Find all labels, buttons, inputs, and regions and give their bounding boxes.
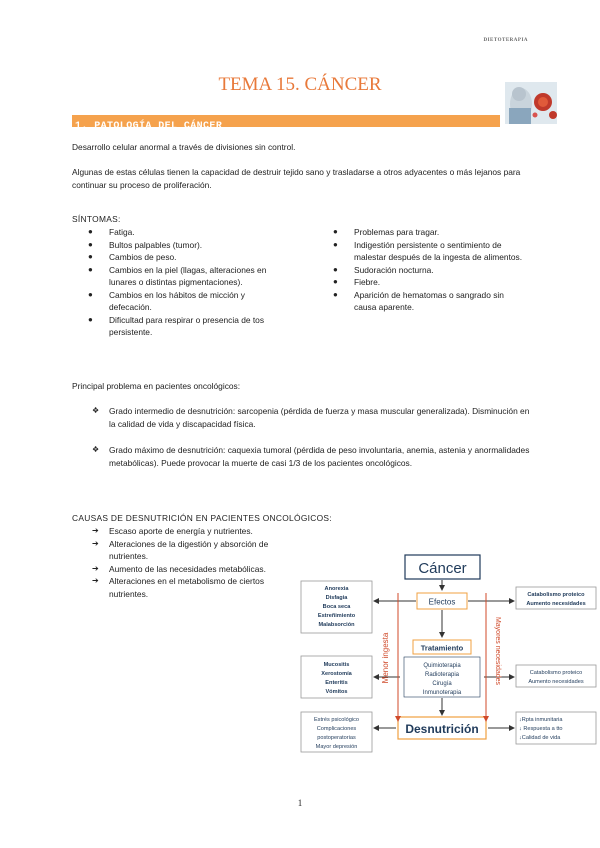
right-bottom-item: ↓Rpta inmunitaria (519, 717, 563, 723)
left-top-item: Estreñimiento (317, 613, 356, 619)
bullet-icon: ● (333, 227, 338, 236)
left-mid-item: Mucositis (323, 662, 350, 668)
section-heading-bar (72, 115, 500, 132)
problem-label: Principal problema en pacientes oncológicos: (72, 381, 241, 391)
bullet-icon: ● (88, 227, 93, 236)
left-bottom-item: Estrés psicológico (313, 717, 360, 723)
diamond-bullet-icon: ❖ (92, 445, 100, 454)
bullet-icon: ● (88, 239, 93, 249)
right-mid-item: Aumento necesidades (528, 679, 584, 685)
list-item: ● Dificultad para respirar o presencia de tos persistente. (88, 314, 265, 337)
desnutricion-label: Desnutrición (405, 722, 479, 736)
bullet-icon: ● (88, 289, 93, 299)
intro-paragraph-1: Desarrollo celular anormal a través de divisiones sin control. (72, 142, 296, 152)
right-top-item: Aumento necesidades (526, 601, 586, 607)
list-item: ❖ Grado máximo de desnutrición: caquexia tumoral (pérdida de peso involuntaria, anemia, astenia y anormalidades metabólicas). Puede provocar la muerte de casi 1/3 de los pacientes oncológicos. (92, 445, 530, 468)
section-heading: 1. PATOLOGÍA DEL CÁNCER (75, 121, 223, 132)
list-item: ● Cambios en la piel (llagas, alteraciones en lunares o distintas pigmentaciones). (88, 264, 267, 287)
bullet-icon: ● (88, 314, 93, 324)
list-item: ➔ Alteraciones de la digestión y absorción de nutrientes. (92, 538, 269, 561)
mayores-necesidades-label: Mayores necesidades (494, 616, 501, 686)
list-item: ● Fatiga. (88, 227, 135, 237)
treatment-item: Cirugía (432, 681, 452, 687)
arrow-right-icon: ➔ (92, 538, 99, 548)
left-top-item: Disfagia (325, 595, 348, 601)
list-item: ● Problemas para tragar. (333, 227, 440, 237)
bullet-icon: ● (333, 277, 338, 286)
menor-ingesta-label: Menor ingesta (381, 632, 390, 684)
causes-label: CAUSAS DE DESNUTRICIÓN EN PACIENTES ONCOLÓGICOS: (72, 513, 332, 523)
list-item: ● Cambios de peso. (88, 252, 177, 262)
malnutrition-diagram (300, 553, 600, 758)
list-item: ● Indigestión persistente o sentimiento de malestar después de la ingesta de alimentos. (333, 239, 523, 262)
symptoms-list-right (333, 226, 524, 314)
efectos-label: Efectos (428, 597, 456, 607)
left-top-item: Malabsorción (318, 622, 355, 628)
right-mid-item: Catabolismo proteico (529, 670, 583, 676)
symptoms-list-left (88, 226, 289, 339)
problem-list (92, 405, 532, 483)
left-top-item: Anorexia (324, 586, 349, 592)
left-top-item: Boca seca (322, 604, 351, 610)
list-item: ➔ Escaso aporte de energía y nutrientes. (92, 526, 253, 536)
tratamiento-label: Tratamiento (420, 643, 464, 653)
cancer-label: Cáncer (418, 560, 467, 577)
list-item: ➔ Aumento de las necesidades metabólicas. (92, 563, 266, 574)
symptoms-label: SÍNTOMAS: (72, 214, 121, 224)
left-bottom-item: Complicaciones (316, 726, 357, 732)
list-item: ● Aparición de hematomas o sangrado sin causa aparente. (333, 289, 504, 312)
bullet-icon: ● (333, 239, 338, 249)
left-bottom-item: postoperatorias (317, 735, 356, 741)
arrow-right-icon: ➔ (92, 526, 99, 535)
left-bottom-item: Mayor depresión (315, 744, 358, 750)
page-title: TEMA 15. CÁNCER (218, 74, 382, 95)
treatment-item: Quimioterapia (423, 663, 461, 669)
right-bottom-item: ↓ Respuesta a tto (519, 726, 563, 732)
causes-list (92, 525, 289, 600)
diamond-bullet-icon: ❖ (92, 406, 100, 415)
bullet-icon: ● (88, 252, 93, 261)
list-item: ● Fiebre. (333, 277, 381, 287)
arrow-right-icon: ➔ (92, 576, 99, 585)
treatment-item: Inmunoterapia (422, 690, 462, 696)
page-number: 1 (297, 798, 303, 808)
list-item: ● Bultos palpables (tumor). (88, 239, 203, 250)
left-mid-item: Xerostomía (321, 671, 352, 677)
intro-paragraph-2: Algunas de estas células tienen la capacidad de destruir tejido sano y trasladarse a otros adyacentes o más lejanos para continuar su proceso de proliferación. (72, 167, 521, 190)
bullet-icon: ● (333, 289, 338, 299)
treatment-item: Radioterapia (424, 672, 460, 678)
header-tag: DIETOTERAPIA (483, 38, 528, 43)
list-item: ➔ Alteraciones en el metabolismo de ciertos nutrientes. (92, 576, 265, 599)
list-item: ● Sudoración nocturna. (333, 264, 434, 275)
bullet-icon: ● (333, 264, 338, 274)
right-bottom-item: ↓Calidad de vida (519, 735, 561, 741)
left-mid-item: Vómitos (325, 689, 348, 695)
list-item: ❖ Grado intermedio de desnutrición: sarcopenia (pérdida de fuerza y masa muscular generalizada). Disminución en la calidad de vida y discapacidad física. (92, 406, 530, 429)
right-top-item: Catabolismo proteico (527, 592, 585, 598)
list-item: ● Cambios en los hábitos de micción y defecación. (88, 289, 245, 312)
left-mid-item: Enteritis (325, 680, 348, 686)
arrow-right-icon: ➔ (92, 563, 99, 573)
cancer-cell-image (505, 82, 557, 124)
bullet-icon: ● (88, 264, 93, 274)
